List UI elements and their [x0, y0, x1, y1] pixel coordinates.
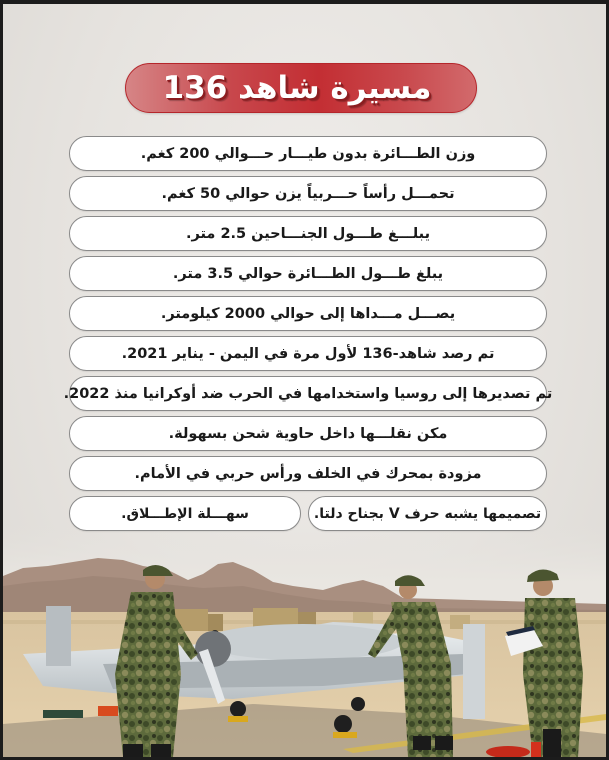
fact-text: وزن الطـــائرة بدون طيـــار حـــوالي 200 كغم. [140, 145, 476, 162]
fact-item-length [69, 256, 547, 291]
fact-item-launch [69, 496, 301, 531]
infographic-frame [3, 4, 606, 757]
fact-item-warhead [69, 176, 547, 211]
fact-text: تم رصد شاهد-136 لأول مرة في اليمن - يناير 2021. [121, 345, 495, 362]
fact-item-export [63, 376, 553, 411]
fact-text: تحمـــل رأساً حـــربياً يزن حوالي 50 كغم. [161, 185, 455, 202]
fact-item-transport [69, 416, 547, 451]
drone-photo [3, 524, 606, 757]
fact-text: يبلغ طـــول الطـــائرة حوالي 3.5 متر. [172, 265, 444, 282]
facts-list [3, 4, 606, 544]
fact-item-first-spotted [69, 336, 547, 371]
fact-item-design [308, 496, 547, 531]
fact-text: يبلـــغ طـــول الجنـــاحين 2.5 متر. [185, 225, 431, 242]
fact-text: مكن نقلـــها داخل حاوية شحن بسهولة. [168, 425, 448, 442]
fact-text: تصميمها يشبه حرف V بجناح دلتا. [313, 505, 542, 522]
fact-item-range [69, 296, 547, 331]
fact-item-wingspan [69, 216, 547, 251]
fact-item-weight [69, 136, 547, 171]
fact-text: مزودة بمحرك في الخلف ورأس حربي في الأمام. [134, 465, 482, 482]
fact-text: تم تصديرها إلى روسيا واستخدامها في الحرب ضد أوكرانيا منذ 2022. [63, 385, 553, 402]
fact-text: يصـــل مـــداها إلى حوالي 2000 كيلومتر. [160, 305, 456, 322]
page-title: مسيرة شاهد 136 [162, 70, 432, 106]
fact-item-engine [69, 456, 547, 491]
fact-text: سهـــلة الإطـــلاق. [121, 505, 249, 522]
